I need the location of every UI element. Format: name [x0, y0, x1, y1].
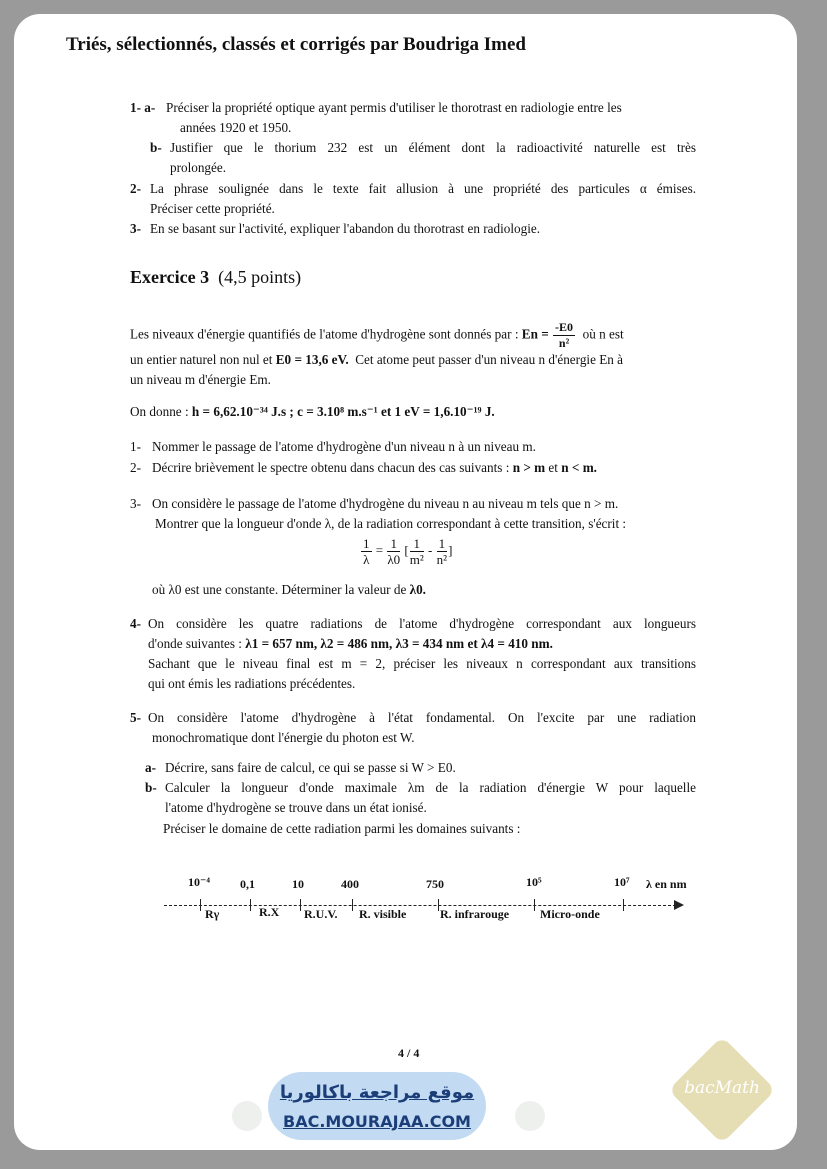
q3-line1: En se basant sur l'activité, expliquer l'abandon du thorotrast en radiologie. — [150, 221, 541, 236]
axis-value: 10⁷ — [614, 875, 630, 889]
p5-number: 5- — [130, 710, 141, 725]
site-url: BAC.MOURAJAA.COM — [283, 1112, 471, 1131]
p4-line4: qui ont émis les radiations précédentes. — [148, 676, 356, 691]
q1b-line2: prolongée. — [170, 160, 227, 175]
axis-value: 10⁻⁴ — [188, 875, 210, 889]
p1-text: Nommer le passage de l'atome d'hydrogène d'un niveau n à un niveau m. — [152, 439, 536, 454]
eq-m-fraction: $\frac{1}{\text{m²}}$ — [409, 536, 424, 567]
q1b-number: b- — [150, 140, 162, 155]
q1a-line1: Préciser la propriété optique ayant permis d'utiliser le thorotrast en radiologie entre les — [166, 100, 622, 115]
exercise-3-title: Exercice 3 (4,5 points) — [130, 267, 302, 287]
p5b-line3: Préciser le domaine de cette radiation parmi les domaines suivants : — [163, 821, 521, 836]
q1a-number: 1- a- — [130, 100, 156, 115]
exercise-3-points: (4,5 points) — [218, 267, 302, 287]
bacmath-logo-text: bacMath — [684, 1078, 760, 1098]
q2-number: 2- — [130, 181, 141, 196]
domain-label: R. visible — [359, 907, 407, 921]
p3-line2: Montrer que la longueur d'onde λ, de la radiation correspondant à cette transition, s'écrit : — [155, 516, 627, 531]
p2-text: Décrire brièvement le spectre obtenu dans chacun des cas suivants : n > m et n < m. — [152, 460, 597, 475]
q1b-line1: Justifier que le thorium 232 est un élément dont la radioactivité naturelle est très — [170, 140, 696, 155]
p2-number: 2- — [130, 460, 141, 475]
axis-value: 0,1 — [240, 877, 255, 891]
axis-value: 10 — [292, 877, 304, 891]
intro-line1: Les niveaux d'énergie quantifiés de l'atome d'hydrogène sont donnés par : En = $\frac{-E0}{\text{n²}}$ où n est — [130, 320, 624, 350]
axis-value: 400 — [341, 877, 359, 891]
spectrum-axis-line — [164, 905, 676, 906]
intro-line2: un entier naturel non nul et E0 = 13,6 eV. Cet atome peut passer d'un niveau n d'énergie En à — [130, 352, 624, 367]
p5b-line1: Calculer la longueur d'onde maximale λm de la radiation d'énergie W pour laquelle — [165, 780, 696, 795]
axis-tick — [352, 899, 353, 911]
domain-label: R. infrarouge — [440, 907, 510, 921]
p4-number: 4- — [130, 616, 141, 631]
axis-tick — [623, 899, 624, 911]
eq-n-fraction: $\frac{1}{\text{n²}}$ — [436, 536, 448, 567]
energy-formula-fraction: $\frac{-E0}{\text{n²}}$ — [555, 320, 574, 350]
p3-line3: où λ0 est une constante. Déterminer la valeur de λ0. — [152, 582, 426, 597]
header-title: Triés, sélectionnés, classés et corrigés par Boudriga Imed — [66, 34, 526, 55]
axis-tick — [438, 899, 439, 911]
eq-lhs-fraction: $\frac{1}{\lambda}$ — [363, 536, 370, 567]
q3-number: 3- — [130, 221, 141, 236]
site-arabic-name: موقع مراجعة باكالوريا — [279, 1082, 475, 1103]
p3-number: 3- — [130, 496, 141, 511]
intro-line3: un niveau m d'énergie Em. — [130, 372, 271, 387]
p5b-line2: l'atome d'hydrogène se trouve dans un état ionisé. — [165, 800, 427, 815]
axis-tick — [534, 899, 535, 911]
q2-line2: Préciser cette propriété. — [150, 201, 275, 216]
domain-label: R.X — [259, 905, 280, 919]
p4-line2: d'onde suivantes : λ1 = 657 nm, λ2 = 486 nm, λ3 = 434 nm et λ4 = 410 nm. — [148, 636, 553, 651]
p5a-number: a- — [145, 760, 156, 775]
lambda-equation: $\frac{1}{\lambda}$ = $\frac{1}{\lambda 0}$ [ $\frac{1}{\text{m²}}$ - $\frac{1}{\text{n²}}$ ] — [363, 536, 453, 567]
p5-line2: monochromatique dont l'énergie du photon est W. — [152, 730, 415, 745]
p1-number: 1- — [130, 439, 141, 454]
axis-value: 750 — [426, 877, 444, 891]
p5-line1: On considère l'atome d'hydrogène à l'état fondamental. On l'excite par une radiation — [148, 710, 696, 725]
site-banner-link[interactable] — [268, 1072, 486, 1140]
page-number: 4 / 4 — [398, 1046, 420, 1060]
q2-line1: La phrase soulignée dans le texte fait allusion à une propriété des particules α émises. — [150, 181, 696, 196]
site-logo-icon — [515, 1101, 545, 1131]
given-constants: On donne : h = 6,62.10⁻³⁴ J.s ; c = 3.10⁸ m.s⁻¹ et 1 eV = 1,6.10⁻¹⁹ J. — [130, 404, 495, 419]
p4-line1: On considère les quatre radiations de l'atome d'hydrogène correspondant aux longueurs — [148, 616, 696, 631]
p3-line1: On considère le passage de l'atome d'hydrogène du niveau n au niveau m tels que n > m. — [152, 496, 619, 511]
energy-formula-label: En = — [521, 326, 549, 342]
axis-tick — [200, 899, 201, 911]
site-logo-icon — [232, 1101, 262, 1131]
p5b-number: b- — [145, 780, 157, 795]
domain-label: R.U.V. — [304, 907, 338, 921]
q1a-line2: années 1920 et 1950. — [180, 120, 292, 135]
eq-coef-fraction: $\frac{1}{\lambda 0}$ — [387, 536, 401, 567]
axis-value: 10⁵ — [526, 875, 542, 889]
p5a-line1: Décrire, sans faire de calcul, ce qui se passe si W > E0. — [165, 760, 456, 775]
axis-tick — [300, 899, 301, 911]
spectrum-axis-arrow-icon — [674, 900, 684, 910]
domain-label: Rγ — [205, 907, 220, 921]
document-page — [14, 14, 797, 1150]
p4-line3: Sachant que le niveau final est m = 2, préciser les niveaux n correspondant aux transitions — [148, 656, 696, 671]
domain-label: Micro-onde — [540, 907, 600, 921]
axis-tick — [250, 899, 251, 911]
axis-unit: λ en nm — [646, 877, 687, 891]
